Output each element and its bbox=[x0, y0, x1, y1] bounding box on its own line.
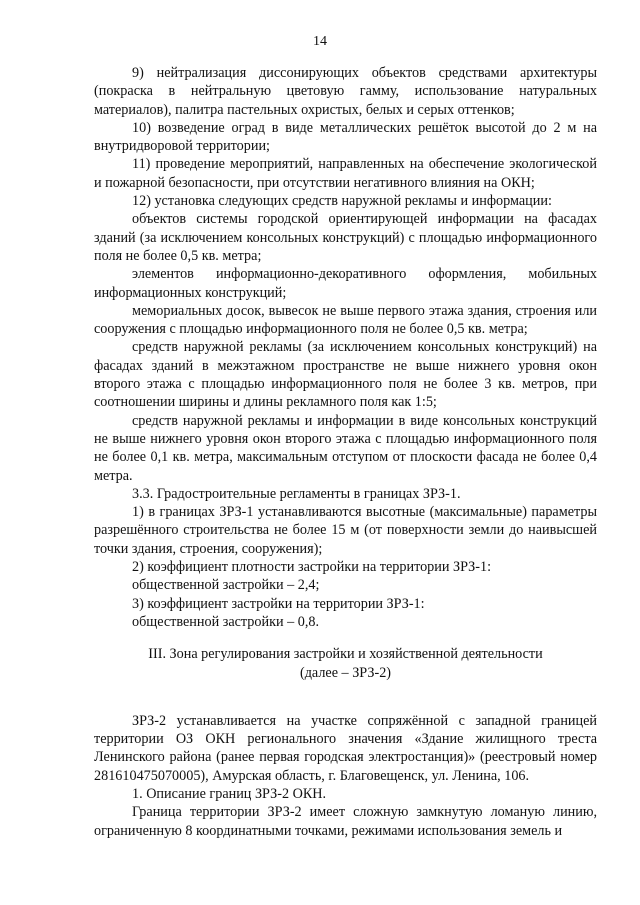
paragraph: средств наружной рекламы (за исключением консольных конструкций) на фасадах зданий в межэтажном пространстве не выше нижнего уровня окон второго этажа с площадью информационного поля не более 3 кв. метров, при соотношении ширины и длины рекламного поля как 1:5; bbox=[94, 339, 597, 411]
paragraph: ЗРЗ-2 устанавливается на участке сопряжённой с западной границей территории ОЗ ОКН регионального значения «Здание жилищного треста Ленинского района (ранее первая городская электростанция)» (реестровый номер 281610475070005), Амурская область, г. Благовещенск, ул. Ленина, 106. bbox=[94, 712, 597, 784]
paragraph: общественной застройки – 0,8. bbox=[132, 613, 320, 630]
paragraph: объектов системы городской ориентирующей информации на фасадах зданий (за исключением консольных конструкций) с площадью информационного поля не более 0,5 кв. метра; bbox=[94, 211, 597, 264]
page-number: 14 bbox=[313, 34, 327, 49]
paragraph: 3) коэффициент застройки на территории ЗРЗ-1: bbox=[132, 595, 425, 612]
paragraph: 2) коэффициент плотности застройки на территории ЗРЗ-1: bbox=[132, 559, 492, 576]
subsection-title: 3.3. Градостроительные регламенты в границах ЗРЗ-1. bbox=[132, 485, 461, 502]
paragraph: мемориальных досок, вывесок не выше первого этажа здания, строения или сооружения с площадью информационного поля не более 0,5 кв. метра; bbox=[94, 302, 597, 338]
paragraph: 9) нейтрализация диссонирующих объектов средствами архитектуры (покраска в нейтральную цветовую гамму, использование натуральных материалов), палитра пастельных охристых, белых и серых оттенков; bbox=[94, 65, 597, 118]
paragraph: 1) в границах ЗРЗ-1 устанавливаются высотные (максимальные) параметры разрешённого строительства не более 15 м (от поверхности земли до наивысшей точки здания, строения, сооружения); bbox=[94, 504, 597, 557]
section-heading-line2: (далее – ЗРЗ-2) bbox=[299, 664, 392, 681]
paragraph: 11) проведение мероприятий, направленных на обеспечение экологической и пожарной безопасности, при отсутствии негативного влияния на ОКН; bbox=[94, 156, 597, 191]
document-body bbox=[94, 64, 597, 840]
section-heading bbox=[94, 645, 597, 682]
paragraph: общественной застройки – 2,4; bbox=[132, 577, 320, 594]
paragraph: Граница территории ЗРЗ-2 имеет сложную замкнутую ломаную линию, ограниченную 8 координатными точками, режимами использования земель и bbox=[94, 804, 597, 839]
section-heading-line1: III. Зона регулирования застройки и хозяйственной деятельности bbox=[148, 646, 543, 663]
paragraph: элементов информационно-декоративного оформления, мобильных информационных конструкций; bbox=[94, 266, 597, 301]
paragraph: средств наружной рекламы и информации в виде консольных конструкций не выше нижнего уровня окон второго этажа с площадью информационного поля не более 0,1 кв. метра, максимальным отступом от плоскости фасада не более 0,4 метра. bbox=[94, 412, 597, 484]
paragraph: 10) возведение оград в виде металлических решёток высотой до 2 м на внутридворовой территории; bbox=[94, 119, 597, 155]
subsection-title: 1. Описание границ ЗРЗ-2 ОКН. bbox=[132, 785, 327, 802]
paragraph: 12) установка следующих средств наружной рекламы и информации: bbox=[132, 193, 552, 210]
